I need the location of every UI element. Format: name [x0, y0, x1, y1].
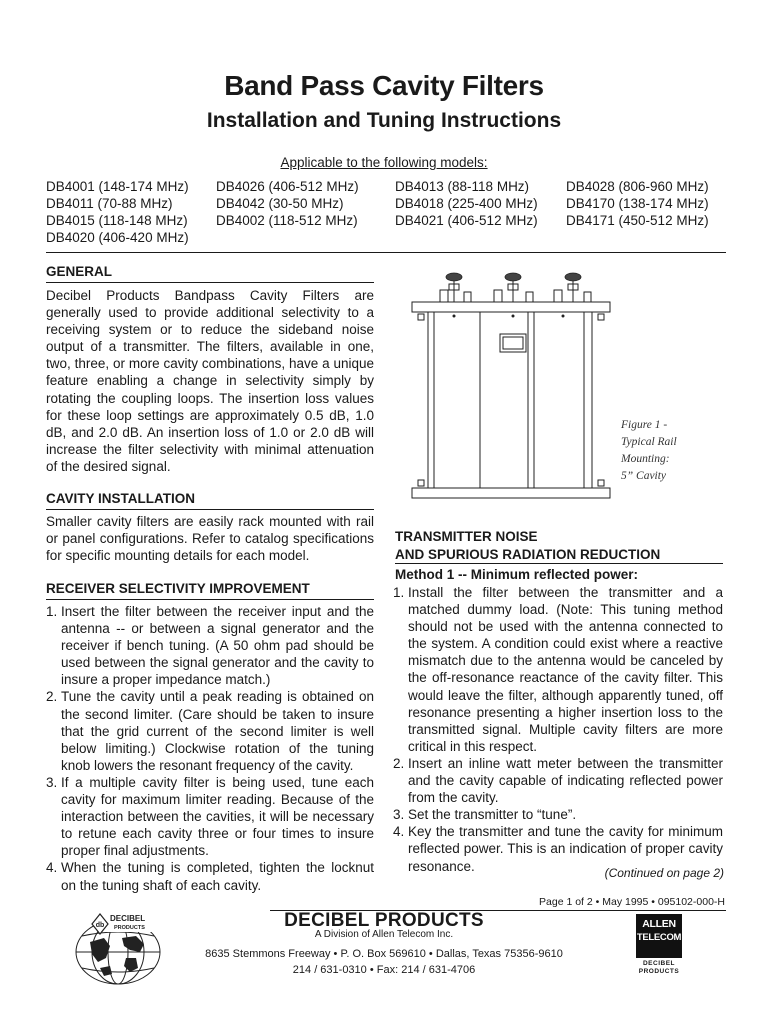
document-title: Band Pass Cavity Filters: [224, 70, 544, 101]
brand-name: DECIBEL PRODUCTS: [284, 910, 484, 931]
general-heading-rule: [46, 282, 374, 283]
continued-note: (Continued on page 2): [604, 866, 724, 880]
logo-text-decibel: DECIBEL: [110, 914, 146, 923]
list-item: 2. Insert an inline watt meter between the transmitter and the cavity capable of indicating reflected power from the cavity.: [393, 755, 723, 806]
model-item: DB4042 (30-50 MHz): [216, 196, 344, 211]
models-column-1: [46, 178, 189, 246]
division-text: A Division of Allen Telecom Inc.: [314, 929, 454, 940]
page-info: Page 1 of 2 • May 1995 • 095102-000-H: [539, 896, 725, 908]
receiver-steps-list: [46, 603, 374, 894]
svg-text:db: db: [95, 922, 105, 929]
cavity-heading-rule: [46, 509, 374, 510]
model-item: DB4028 (806-960 MHz): [566, 179, 709, 194]
cavity-installation-text: Smaller cavity filters are easily rack mounted with rail or panel configurations. Refer to catalog specifications for specific mounting details for each model.: [46, 514, 374, 564]
allen-logo-subtext: DECIBEL PRODUCTS: [638, 960, 680, 975]
transmitter-steps-list: [393, 584, 723, 875]
company-phone: 214 / 631-0310 • Fax: 214 / 631-4706: [292, 964, 476, 976]
figure-caption: Figure 1 - Typical Rail Mounting: 5” Cavity: [621, 419, 677, 482]
allen-telecom-logo: ALLEN TELECOM: [636, 914, 682, 958]
model-item: DB4011 (70-88 MHz): [46, 196, 173, 211]
list-item: 1. Insert the filter between the receiver input and the antenna -- or between a signal generator and the receiver if bench tuning. (A 50 ohm pad should be used between the signal generator and the cavity to insure a proper impedance match.): [46, 604, 374, 688]
model-item: DB4013 (88-118 MHz): [395, 179, 530, 194]
model-item: DB4170 (138-174 MHz): [566, 196, 709, 211]
cavity-filter-illustration: [408, 268, 618, 508]
document-subtitle: Installation and Tuning Instructions: [206, 109, 562, 132]
models-column-4: [566, 178, 709, 229]
general-heading: GENERAL: [46, 264, 113, 279]
applicable-models-label: Applicable to the following models:: [280, 155, 488, 170]
model-item: DB4021 (406-512 MHz): [395, 213, 538, 228]
receiver-selectivity-heading: RECEIVER SELECTIVITY IMPROVEMENT: [46, 581, 310, 596]
general-text: Decibel Products Bandpass Cavity Filters are generally used to provide additional selectivity to a receiving system or to reduce the sideband noise output of a transmitter. The filters, available in one, two, three, or more cavity combinations, have a unique feature enabling a change in selectivity simply by rotating the coupling loops. The insertion loss values for these loop settings are approximately 0.5 dB, 1.0 dB, and 2.0 dB. An insertion loss of 1.0 or 2.0 dB will increase the filter selectivity with minimal attenuation of the desired signal.: [46, 288, 374, 474]
model-item: DB4015 (118-148 MHz): [46, 213, 188, 228]
model-item: DB4001 (148-174 MHz): [46, 179, 189, 194]
transmitter-heading-rule: [395, 563, 723, 564]
list-item: 4. When the tuning is completed, tighten the locknut on the tuning shaft of each cavity.: [46, 860, 374, 893]
cavity-installation-heading: CAVITY INSTALLATION: [46, 491, 195, 506]
model-item: DB4018 (225-400 MHz): [395, 196, 538, 211]
models-column-3: [395, 178, 538, 229]
top-divider: [46, 252, 726, 253]
method-1-heading: Method 1 -- Minimum reflected power:: [395, 567, 639, 582]
models-column-2: [216, 178, 359, 229]
list-item: 3. If a multiple cavity filter is being used, tune each cavity for maximum limiter reading. Because of the interaction between the cavities, it will be necessary to retune each cavity three or four times to insure proper final adjustments.: [46, 774, 374, 859]
list-item: 2. Tune the cavity until a peak reading is obtained on the second limiter. (Care should be taken to insure that the grid current of the second limiter is well below limiting.) Clockwise rotation of the tuning knob lowers the resonant frequency of the cavity.: [46, 689, 374, 773]
model-item: DB4171 (450-512 MHz): [566, 213, 709, 228]
list-item: 1. Install the filter between the transmitter and a matched dummy load. (Note: This tuning method should not be used with the antenna connected to the system. A condition could exist where a reactive mismatch due to the antenna would be canceled by the off-resonance reactance of the cavity filter. This would leave the filter, although apparently tuned, off resonance presenting a higher insertion loss to the transmitted signal. Multiple cavity filters are more critical in this respect.: [393, 585, 723, 754]
model-item: DB4002 (118-512 MHz): [216, 213, 358, 228]
transmitter-noise-heading: TRANSMITTER NOISE AND SPURIOUS RADIATION REDUCTION: [395, 529, 661, 562]
list-item: 4. Key the transmitter and tune the cavity for minimum reflected power. This is an indication of proper cavity resonance.: [393, 824, 723, 874]
model-item: DB4020 (406-420 MHz): [46, 230, 189, 245]
company-address: 8635 Stemmons Freeway • P. O. Box 569610 • Dallas, Texas 75356-9610: [205, 948, 563, 960]
list-item: 3. Set the transmitter to “tune”.: [393, 807, 577, 823]
logo-text-products: PRODUCTS: [114, 925, 145, 931]
model-item: DB4026 (406-512 MHz): [216, 179, 359, 194]
receiver-heading-rule: [46, 599, 374, 600]
